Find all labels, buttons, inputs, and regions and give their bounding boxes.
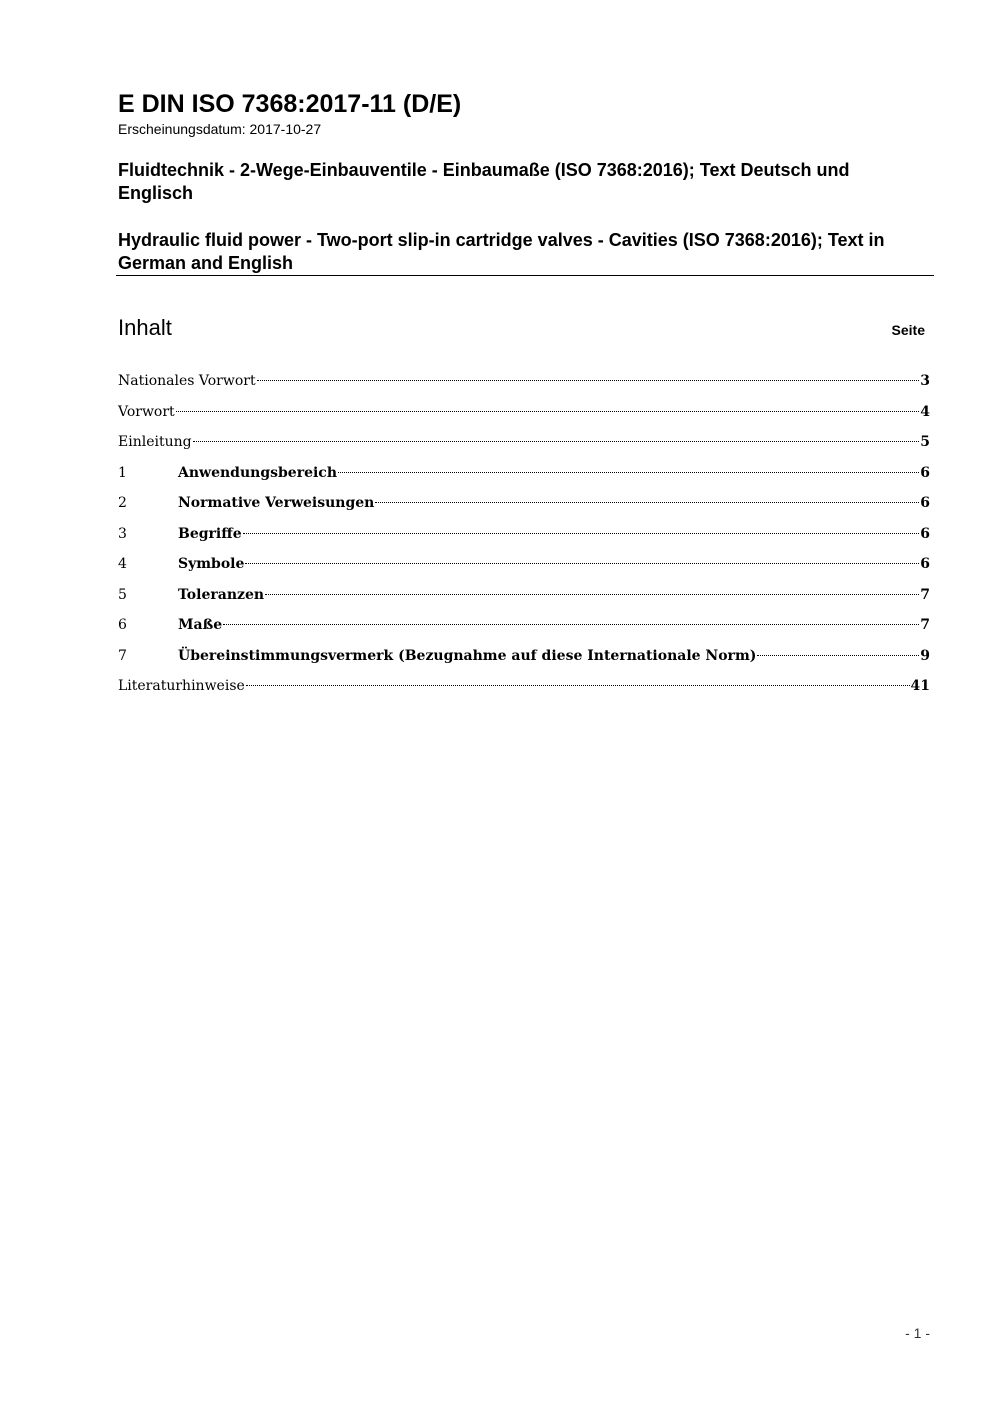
toc-entry-number: 7 [118, 647, 127, 664]
toc-dot-leader [757, 654, 919, 656]
toc-dot-leader [246, 684, 910, 686]
toc-entry-label: Einleitung [118, 434, 192, 450]
table-of-contents [118, 370, 930, 706]
toc-dot-leader [223, 623, 919, 625]
toc-entry-label: Anwendungsbereich [178, 464, 337, 481]
toc-entry-page: 7 [920, 586, 930, 603]
toc-entry-label: Vorwort [118, 403, 175, 420]
toc-dot-leader [375, 501, 919, 503]
toc-entry-anwendungsbereich[interactable] [118, 462, 930, 493]
toc-entry-masse[interactable] [118, 614, 930, 645]
publication-date: Erscheinungsdatum: 2017-10-27 [118, 121, 322, 137]
toc-entry-begriffe[interactable] [118, 523, 930, 554]
toc-heading: Inhalt [118, 315, 172, 340]
toc-entry-toleranzen[interactable] [118, 584, 930, 615]
toc-dot-leader [257, 379, 920, 381]
toc-entry-number: 5 [118, 586, 127, 603]
toc-entry-label: Toleranzen [178, 586, 265, 603]
title-german: Fluidtechnik - 2-Wege-Einbauventile - Einbaumaße (ISO 7368:2016); Text Deutsch und Englisch [118, 160, 850, 203]
toc-entry-page: 6 [920, 464, 930, 481]
toc-dot-leader [176, 410, 920, 412]
toc-entry-page: 3 [920, 373, 930, 389]
toc-entry-number: 1 [118, 464, 127, 481]
toc-dot-leader [265, 593, 919, 595]
toc-dot-leader [243, 532, 920, 534]
toc-entry-nationales-vorwort[interactable] [118, 370, 930, 401]
toc-entry-uebereinstimmungsvermerk[interactable] [118, 645, 930, 676]
toc-entry-number: 4 [118, 556, 127, 572]
toc-entry-label: Symbole [178, 556, 245, 572]
toc-entry-page: 41 [910, 678, 930, 694]
toc-entry-label: Begriffe [178, 525, 242, 542]
toc-entry-page: 5 [920, 434, 930, 450]
toc-page-column-label: Seite [891, 322, 925, 338]
toc-dot-leader [193, 440, 920, 442]
toc-entry-number: 3 [118, 525, 127, 542]
toc-entry-label: Übereinstimmungsvermerk (Bezugnahme auf diese Internationale Norm) [178, 647, 757, 664]
title-english: Hydraulic fluid power - Two-port slip-in cartridge valves - Cavities (ISO 7368:2016); Text in German and English [118, 230, 885, 273]
toc-entry-literaturhinweise[interactable] [118, 675, 930, 706]
toc-entry-page: 6 [920, 556, 930, 572]
toc-entry-page: 4 [920, 403, 930, 420]
toc-dot-leader [338, 471, 919, 473]
toc-entry-page: 6 [920, 495, 930, 511]
toc-entry-symbole[interactable] [118, 553, 930, 584]
document-id: E DIN ISO 7368:2017-11 (D/E) [118, 90, 462, 118]
toc-entry-page: 6 [920, 525, 930, 542]
toc-entry-page: 9 [920, 647, 930, 664]
toc-entry-page: 7 [920, 617, 930, 633]
toc-dot-leader [245, 562, 919, 564]
toc-entry-number: 2 [118, 495, 127, 511]
toc-entry-normative-verweisungen[interactable] [118, 492, 930, 523]
toc-entry-vorwort[interactable] [118, 401, 930, 432]
toc-entry-label: Nationales Vorwort [118, 373, 256, 389]
toc-entry-label: Literaturhinweise [118, 678, 245, 694]
header-divider [116, 275, 934, 276]
toc-entry-number: 6 [118, 617, 127, 633]
page-number: - 1 - [905, 1325, 930, 1341]
toc-entry-einleitung[interactable] [118, 431, 930, 462]
toc-entry-label: Normative Verweisungen [178, 495, 375, 511]
toc-entry-label: Maße [178, 617, 223, 633]
